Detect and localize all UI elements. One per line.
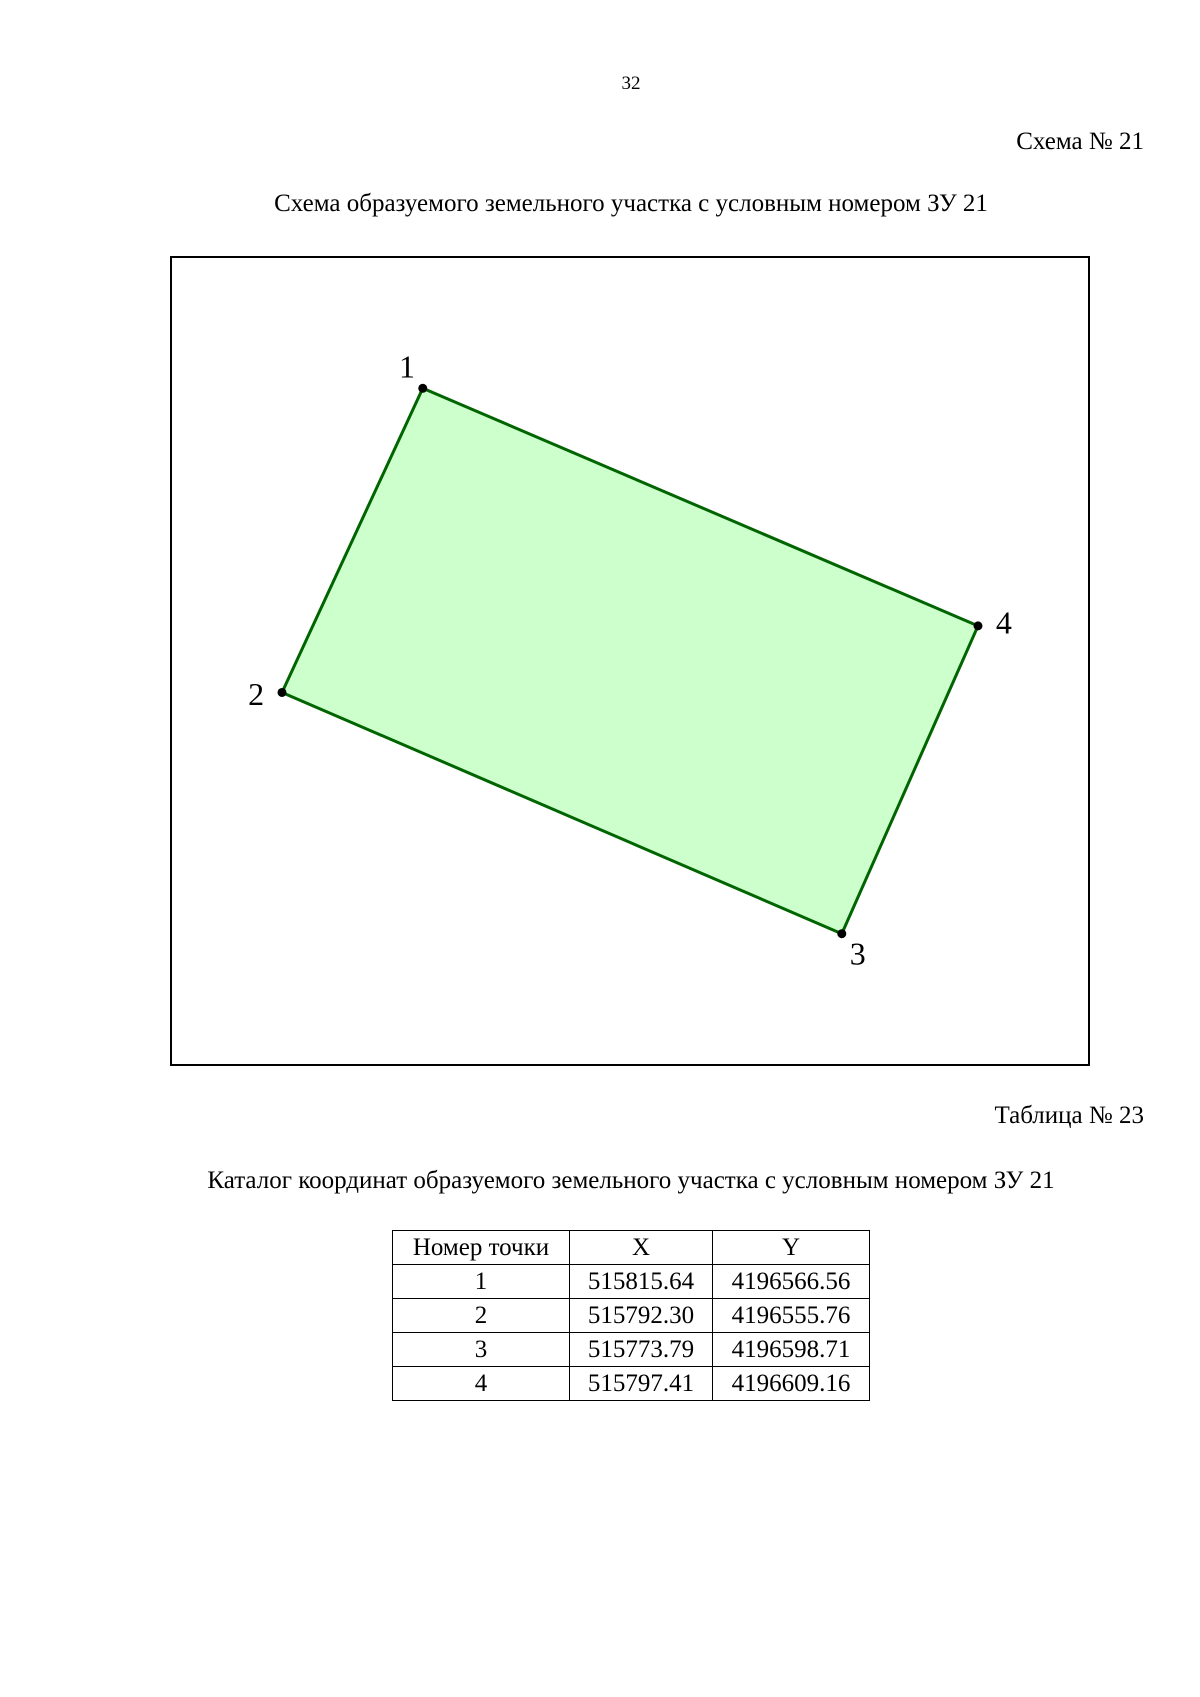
- header-y: Y: [713, 1231, 870, 1265]
- vertex-label-1: 1: [399, 348, 416, 385]
- scheme-label: Схема № 21: [1016, 128, 1144, 155]
- cell-point-number: 1: [393, 1265, 570, 1299]
- land-plot-polygon: [282, 388, 978, 933]
- land-plot-scheme: [172, 258, 1088, 1064]
- page-number: 32: [621, 73, 641, 94]
- table-row: [393, 1367, 870, 1401]
- vertex-point-1: [418, 384, 427, 393]
- vertex-point-2: [278, 688, 287, 697]
- header-point-number: Номер точки: [393, 1231, 570, 1265]
- scheme-frame: [170, 256, 1090, 1066]
- scheme-title: Схема образуемого земельного участка с условным номером ЗУ 21: [274, 190, 988, 217]
- cell-point-number: 4: [393, 1367, 570, 1401]
- cell-y: 4196598.71: [713, 1333, 870, 1367]
- table-row: [393, 1299, 870, 1333]
- cell-y: 4196555.76: [713, 1299, 870, 1333]
- header-x: X: [570, 1231, 713, 1265]
- table-row: [393, 1265, 870, 1299]
- vertex-point-3: [837, 929, 846, 938]
- cell-y: 4196566.56: [713, 1265, 870, 1299]
- cell-x: 515773.79: [570, 1333, 713, 1367]
- cell-x: 515797.41: [570, 1367, 713, 1401]
- table-title: Каталог координат образуемого земельного участка с условным номером ЗУ 21: [207, 1167, 1055, 1194]
- table-header-row: [393, 1231, 870, 1265]
- coordinates-table: [392, 1230, 870, 1401]
- vertex-label-2: 2: [248, 675, 265, 712]
- cell-point-number: 2: [393, 1299, 570, 1333]
- table-row: [393, 1333, 870, 1367]
- cell-point-number: 3: [393, 1333, 570, 1367]
- vertex-label-4: 4: [995, 604, 1012, 641]
- table-label: Таблица № 23: [994, 1102, 1144, 1129]
- cell-y: 4196609.16: [713, 1367, 870, 1401]
- vertex-point-4: [974, 621, 983, 630]
- cell-x: 515792.30: [570, 1299, 713, 1333]
- cell-x: 515815.64: [570, 1265, 713, 1299]
- vertex-label-3: 3: [849, 935, 866, 972]
